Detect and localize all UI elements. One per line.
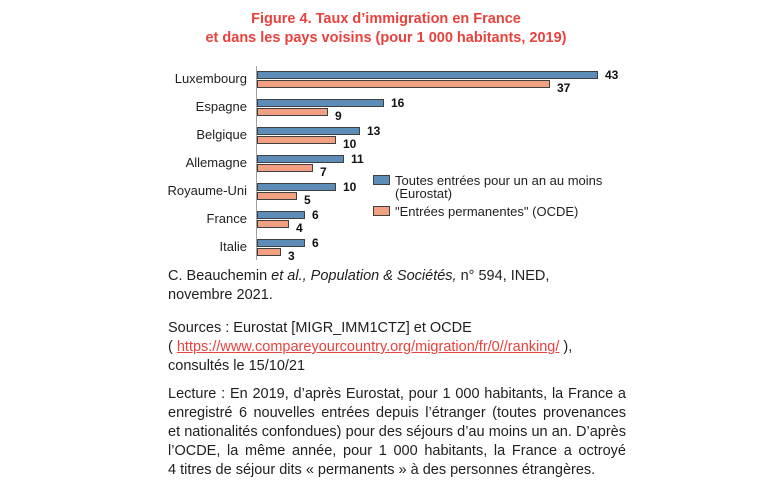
bar-ocde (257, 80, 550, 88)
category-label: Belgique (196, 127, 247, 142)
value-label-ocde: 4 (296, 221, 303, 235)
figure-title (0, 10, 772, 48)
bar-eurostat (257, 127, 360, 135)
legend-item-ocde (373, 205, 633, 218)
citation-line2: novembre 2021. (168, 287, 273, 303)
bar-ocde (257, 108, 328, 116)
bar-eurostat (257, 239, 305, 247)
sources-link-pre: ( (168, 339, 177, 355)
lecture-line: Lecture : En 2019, d’après Eurostat, pour 1 000 habitants, la France a (168, 386, 626, 402)
lecture-line: et nationalités confondues) pour des séjours d’au moins un an. D’après (168, 424, 626, 440)
sources-line1: Sources : Eurostat [MIGR_IMM1CTZ] et OCDE (168, 320, 472, 336)
value-label-ocde: 7 (320, 165, 327, 179)
lecture-note (168, 385, 626, 480)
category-label: Espagne (195, 99, 247, 114)
citation-italic: et al., Population & Sociétés, (271, 268, 457, 284)
legend-swatch-ocde-icon (373, 206, 390, 216)
legend-label-ocde: "Entrées permanentes" (OCDE) (395, 204, 579, 219)
bar-ocde (257, 164, 313, 172)
category-label: Royaume-Uni (167, 183, 247, 198)
value-label-ocde: 9 (335, 109, 342, 123)
lecture-line: enregistré 6 nouvelles entrées depuis l’étranger (toutes provenances (168, 405, 626, 421)
value-label-ocde: 3 (288, 249, 295, 263)
figure-title-line2: et dans les pays voisins (pour 1 000 habitants, 2019) (205, 30, 567, 46)
lecture-line: l’OCDE, la même année, pour 1 000 habitants, la France a octroyé (168, 443, 626, 459)
legend-item-eurostat (373, 174, 633, 200)
bar-ocde (257, 136, 336, 144)
value-label-eurostat: 6 (312, 208, 319, 222)
bar-eurostat (257, 211, 305, 219)
category-label: Luxembourg (174, 71, 247, 86)
bar-ocde (257, 192, 297, 200)
value-label-eurostat: 11 (351, 152, 364, 166)
lecture-line: 4 titres de séjour dits « permanents » à des personnes étrangères. (168, 462, 596, 478)
sources (168, 319, 626, 376)
value-label-eurostat: 13 (367, 124, 381, 138)
category-label: France (206, 211, 247, 226)
value-label-ocde: 5 (304, 193, 311, 207)
legend-label-eurostat (395, 174, 602, 200)
chart-legend (373, 174, 633, 223)
bar-eurostat (257, 99, 384, 107)
legend-swatch-eurostat-icon (373, 175, 390, 185)
citation (168, 267, 626, 305)
value-label-ocde: 37 (557, 81, 571, 95)
caption-text-block (168, 267, 626, 480)
legend-label-eurostat-line2: (Eurostat) (395, 186, 453, 201)
value-label-eurostat: 10 (343, 180, 357, 194)
value-label-eurostat: 43 (605, 68, 619, 82)
bar-chart (160, 62, 640, 264)
value-label-eurostat: 16 (391, 96, 405, 110)
legend-label-eurostat-line1: Toutes entrées pour un an au moins (395, 173, 603, 188)
citation-pre: C. Beauchemin (168, 268, 272, 284)
sources-link-post: ), (559, 339, 573, 355)
bar-eurostat (257, 71, 598, 79)
value-label-ocde: 10 (343, 137, 357, 151)
bar-eurostat (257, 183, 336, 191)
y-axis-line (256, 66, 257, 260)
citation-post: n° 594, INED, (456, 268, 550, 284)
category-label: Allemagne (185, 155, 247, 170)
sources-line3: consultés le 15/10/21 (168, 358, 306, 374)
sources-link[interactable]: https://www.compareyourcountry.org/migration/fr/0//ranking/ (176, 339, 560, 355)
figure-title-line1: Figure 4. Taux d’immigration en France (251, 11, 521, 27)
bar-ocde (257, 220, 289, 228)
bar-eurostat (257, 155, 344, 163)
bar-ocde (257, 248, 281, 256)
category-label: Italie (219, 239, 247, 254)
value-label-eurostat: 6 (312, 236, 319, 250)
